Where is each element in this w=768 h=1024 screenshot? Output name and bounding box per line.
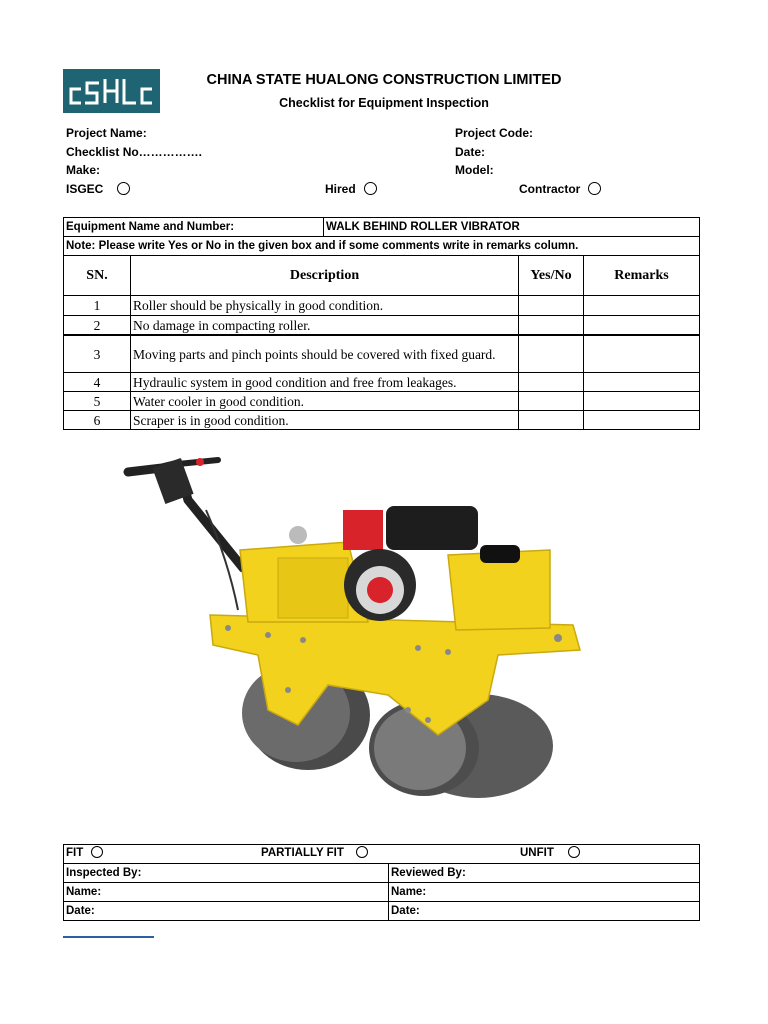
row-description: Hydraulic system in good condition and free from leakages. (131, 373, 519, 392)
table-row (64, 392, 700, 411)
partially-fit-radio[interactable] (356, 846, 368, 858)
reviewer-date-field[interactable]: Date: (389, 902, 700, 921)
contractor-option[interactable] (519, 182, 601, 196)
inspected-by-field[interactable]: Inspected By: (64, 864, 389, 883)
row-sn: 6 (64, 411, 131, 430)
logo-mark-icon (63, 69, 160, 113)
row-yesno-cell[interactable] (519, 316, 584, 336)
partially-fit-label: PARTIALLY FIT (261, 847, 344, 860)
row-remarks-cell[interactable] (584, 335, 700, 373)
col-remarks-header: Remarks (584, 256, 700, 296)
fit-label: FIT (66, 847, 84, 860)
equipment-name-value: WALK BEHIND ROLLER VIBRATOR (324, 218, 700, 237)
row-sn: 5 (64, 392, 131, 411)
col-yesno-header: Yes/No (519, 256, 584, 296)
row-sn: 2 (64, 316, 131, 336)
inspector-name-field[interactable]: Name: (64, 883, 389, 902)
model-label: Model: (455, 163, 494, 177)
row-remarks-cell[interactable] (584, 411, 700, 430)
document-title: Checklist for Equipment Inspection (279, 96, 489, 110)
row-description: Water cooler in good condition. (131, 392, 519, 411)
table-row (64, 296, 700, 316)
company-name: CHINA STATE HUALONG CONSTRUCTION LIMITED (206, 72, 562, 88)
col-sn-header: SN. (64, 256, 131, 296)
hired-option[interactable] (325, 182, 377, 196)
reviewer-name-field[interactable]: Name: (389, 883, 700, 902)
hired-label: Hired (325, 182, 356, 196)
col-description-header: Description (131, 256, 519, 296)
footer-divider (63, 936, 154, 938)
table-row (64, 316, 700, 336)
unfit-radio[interactable] (568, 846, 580, 858)
table-row (64, 411, 700, 430)
unfit-option[interactable] (520, 847, 580, 859)
project-code-label: Project Code: (455, 126, 534, 140)
isgec-radio[interactable] (117, 182, 130, 195)
equipment-photo (118, 450, 598, 810)
row-sn: 1 (64, 296, 131, 316)
row-remarks-cell[interactable] (584, 296, 700, 316)
row-yesno-cell[interactable] (519, 411, 584, 430)
checklist-no-label: Checklist No……………. (66, 145, 203, 159)
company-logo (63, 69, 160, 113)
date-label: Date: (455, 145, 486, 159)
equipment-table (63, 217, 700, 256)
equipment-name-label: Equipment Name and Number: (64, 218, 324, 237)
make-label: Make: (66, 163, 101, 177)
checklist-table (63, 255, 700, 430)
roller-vibrator-image (118, 450, 598, 810)
isgec-option[interactable] (66, 182, 130, 196)
row-yesno-cell[interactable] (519, 296, 584, 316)
unfit-label: UNFIT (520, 847, 554, 860)
contractor-label: Contractor (519, 182, 581, 196)
row-yesno-cell[interactable] (519, 335, 584, 373)
table-row (64, 335, 700, 373)
row-sn: 4 (64, 373, 131, 392)
fit-radio[interactable] (91, 846, 103, 858)
result-table (63, 844, 700, 921)
isgec-label: ISGEC (66, 182, 104, 196)
row-description: Scraper is in good condition. (131, 411, 519, 430)
partially-fit-option[interactable] (261, 847, 368, 859)
row-remarks-cell[interactable] (584, 373, 700, 392)
project-name-label: Project Name: (66, 126, 147, 140)
table-row (64, 373, 700, 392)
instruction-note: Note: Please write Yes or No in the given box and if some comments write in remarks column. (64, 237, 700, 256)
row-description: Roller should be physically in good condition. (131, 296, 519, 316)
row-sn: 3 (64, 335, 131, 373)
contractor-radio[interactable] (588, 182, 601, 195)
fit-option[interactable] (66, 847, 103, 859)
row-remarks-cell[interactable] (584, 392, 700, 411)
row-remarks-cell[interactable] (584, 316, 700, 336)
checklist-header-row (64, 256, 700, 296)
row-yesno-cell[interactable] (519, 373, 584, 392)
row-yesno-cell[interactable] (519, 392, 584, 411)
row-description: Moving parts and pinch points should be covered with fixed guard. (131, 335, 519, 373)
hired-radio[interactable] (364, 182, 377, 195)
row-description: No damage in compacting roller. (131, 316, 519, 336)
inspector-date-field[interactable]: Date: (64, 902, 389, 921)
reviewed-by-field[interactable]: Reviewed By: (389, 864, 700, 883)
